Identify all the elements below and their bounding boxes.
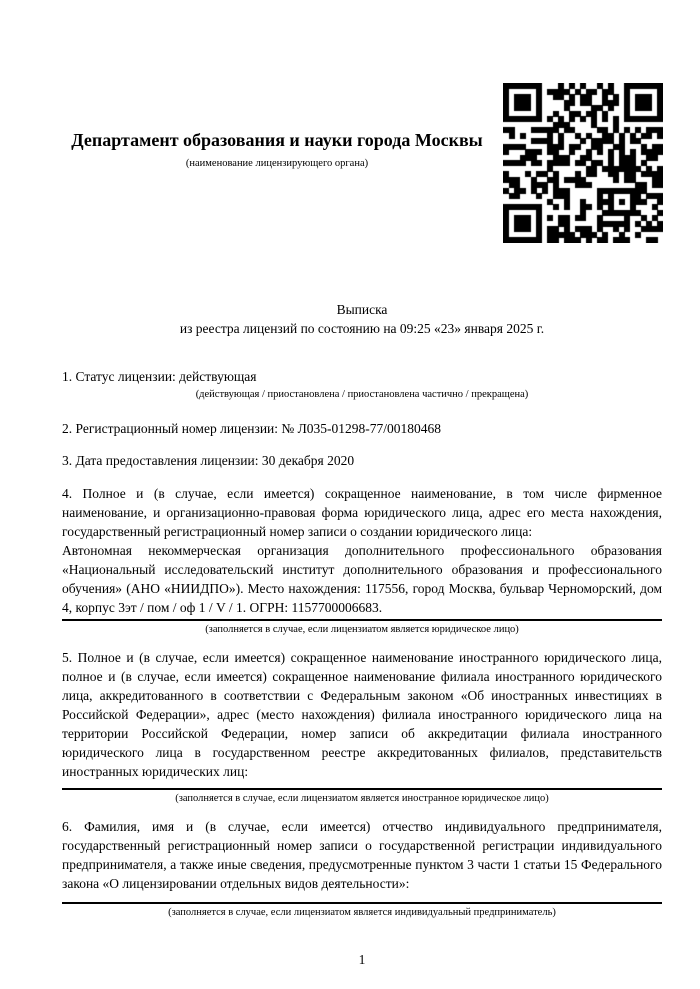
item-1-license-status: 1. Статус лицензии: действующая (62, 369, 257, 384)
item-6-caption: (заполняется в случае, если лицензиатом является индивидуальный предприниматель) (168, 907, 556, 918)
item-4-licensee-details: Автономная некоммерческая организация дополнительного профессионального образования «Национальный исследовательский институт дополнительного образования и профессионального обучения» (АНО «НИИДПО»). Место нахождения: 117556, город Москва, бульвар Черноморский, дом 4, корпус 3эт / пом / оф 1 / V / 1. ОГРН: 1157700006683. (62, 543, 662, 615)
item-3-grant-date: 3. Дата предоставления лицензии: 30 декабря 2020 (62, 453, 355, 468)
page-number: 1 (358, 952, 366, 967)
licensing-authority-title: Департамент образования и науки города Москвы (71, 130, 483, 150)
divider-item-5 (62, 788, 662, 790)
document-subtitle: из реестра лицензий по состоянию на 09:25 «23» января 2025 г. (179, 321, 545, 336)
divider-item-6 (62, 902, 662, 904)
qr-code-icon (503, 83, 663, 243)
document-body (62, 300, 662, 969)
licensing-authority-block (58, 127, 496, 170)
licensing-authority-caption: (наименование лицензирующего органа) (185, 158, 369, 169)
item-5-heading: 5. Полное и (в случае, если имеется) сокращенное наименование иностранного юридического лица, полное и (в случае, если имеется) сокращенное наименование филиала иностранного юридического лица, аккредитованного в соответствии с Федеральным законом «Об иностранных инвестициях в Российской Федерации», адрес (место нахождения) филиала иностранного юридического лица на территории Российской Федерации, номер записи об аккредитации филиала иностранного юридического лица в государственном реестре аккредитованных филиалов, представительств иностранных юридических лиц: (62, 650, 662, 779)
divider-item-4 (62, 619, 662, 621)
item-6-heading: 6. Фамилия, имя и (в случае, если имеется) отчество индивидуального предпринимателя, государственный регистрационный номер записи о государственной регистрации индивидуального предпринимателя, а также иные сведения, предусмотренные пунктом 3 части 1 статьи 15 Федерального закона «О лицензировании отдельных видов деятельности»: (62, 819, 662, 891)
item-5-caption: (заполняется в случае, если лицензиатом является иностранное юридическое лицо) (175, 793, 549, 804)
item-2-registration-number: 2. Регистрационный номер лицензии: № Л035-01298-77/00180468 (62, 421, 442, 436)
item-4-heading: 4. Полное и (в случае, если имеется) сокращенное наименование, в том числе фирменное наименование, и организационно-правовая форма юридического лица, адрес его места нахождения, государственный регистрационный номер записи о создании юридического лица: (62, 486, 662, 539)
item-1-caption: (действующая / приостановлена / приостановлена частично / прекращена) (195, 389, 529, 400)
item-4-caption: (заполняется в случае, если лицензиатом является юридическое лицо) (205, 624, 519, 635)
document-title: Выписка (336, 302, 388, 317)
